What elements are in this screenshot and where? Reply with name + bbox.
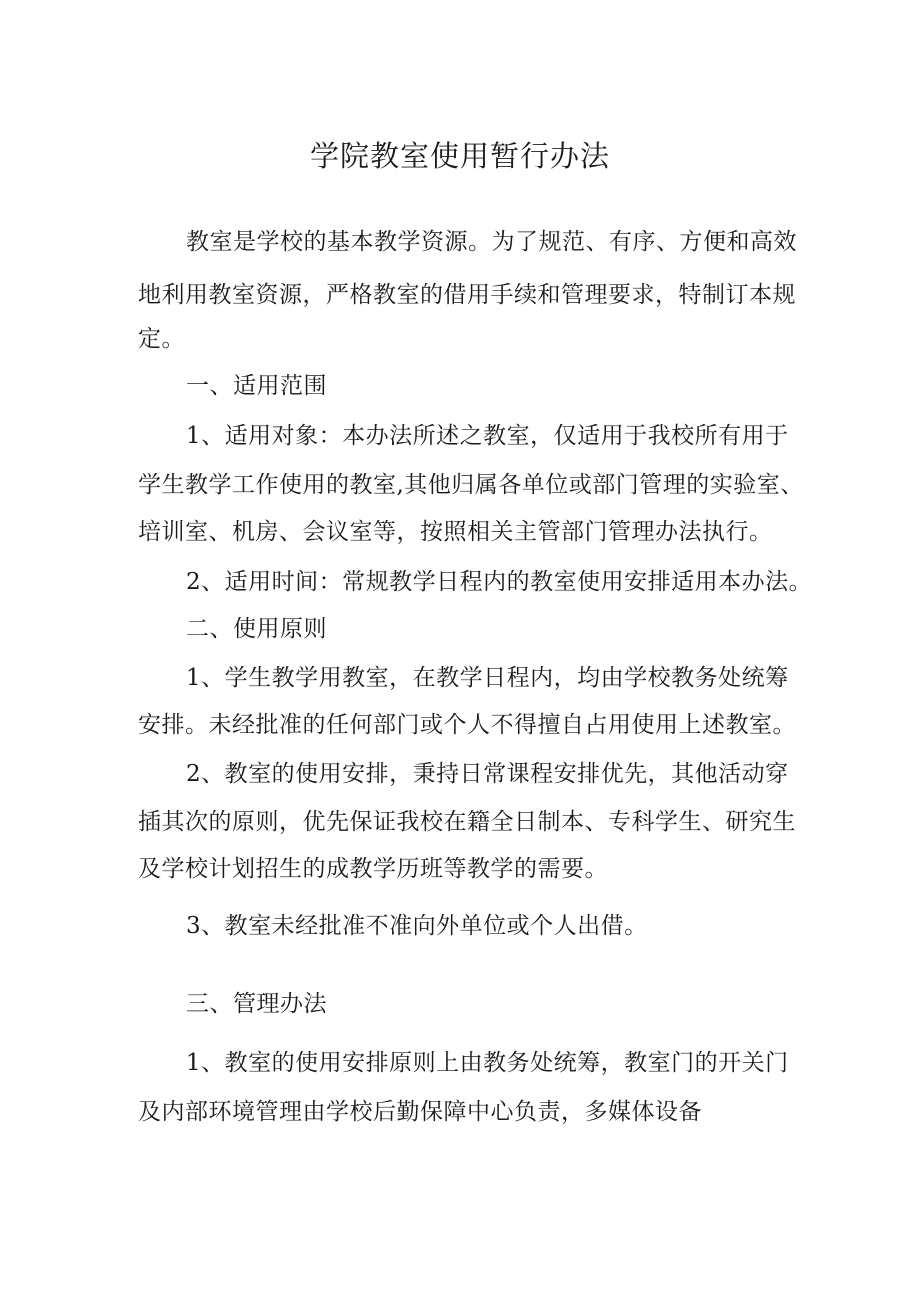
paragraph-line: 安排。未经批准的任何部门或个人不得擅自占用使用上述教室。 xyxy=(138,712,796,738)
paragraph-line: 定。 xyxy=(138,326,185,352)
paragraph-line: 教室是学校的基本教学资源。为了规范、有序、方便和高效 xyxy=(186,229,797,255)
paragraph-line: 地利用教室资源，严格教室的借用手续和管理要求，特制订本规 xyxy=(138,282,796,308)
section-heading: 一、适用范围 xyxy=(186,373,327,399)
paragraph-line: 1、适用对象：本办法所述之教室，仅适用于我校所有用于 xyxy=(186,423,789,449)
paragraph-line: 及内部环境管理由学校后勤保障中心负责，多媒体设备 xyxy=(138,1099,702,1125)
paragraph-line: 2、适用时间：常规教学日程内的教室使用安排适用本办法。 xyxy=(186,569,813,595)
paragraph-line: 1、学生教学用教室，在教学日程内，均由学校教务处统筹 xyxy=(186,665,789,691)
section-heading: 二、使用原则 xyxy=(186,616,327,642)
paragraph-line: 2、教室的使用安排，秉持日常课程安排优先，其他活动穿 xyxy=(186,761,789,787)
document-title: 学院教室使用暂行办法 xyxy=(309,139,610,173)
section-heading: 三、管理办法 xyxy=(186,991,327,1017)
paragraph-line: 培训室、机房、会议室等，按照相关主管部门管理办法执行。 xyxy=(138,519,773,545)
paragraph-line: 插其次的原则，优先保证我校在籍全日制本、专科学生、研究生 xyxy=(138,809,796,835)
paragraph-line: 3、教室未经批准不准向外单位或个人出借。 xyxy=(186,913,648,939)
paragraph-line: 学生教学工作使用的教室,其他归属各单位或部门管理的实验室、 xyxy=(138,472,804,498)
paragraph-line: 1、教室的使用安排原则上由教务处统筹，教室门的开关门 xyxy=(186,1050,789,1076)
paragraph-line: 及学校计划招生的成教学历班等教学的需要。 xyxy=(138,856,608,882)
